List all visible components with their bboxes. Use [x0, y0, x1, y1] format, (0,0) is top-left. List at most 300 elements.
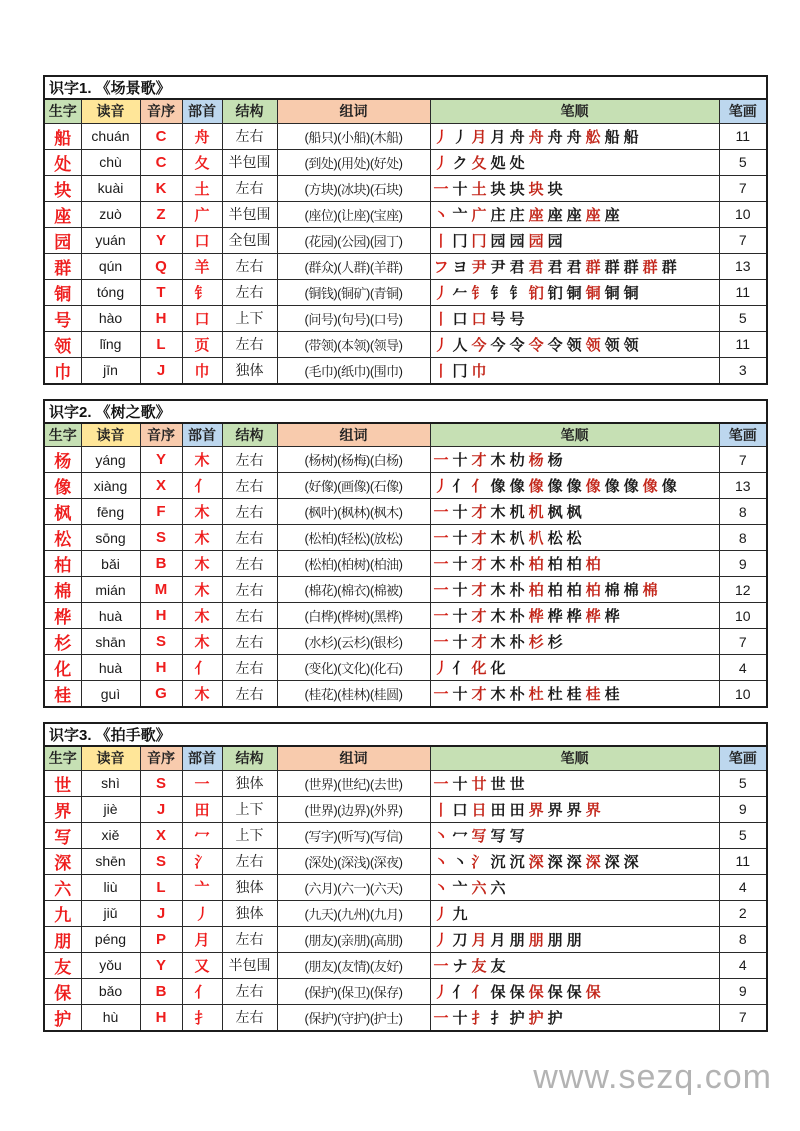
char-cell: 九 — [44, 900, 81, 926]
literacy-table-2 — [43, 399, 768, 709]
stroke-step: 丿 — [433, 478, 449, 495]
stroke-step: 号 — [490, 310, 506, 328]
initial-cell: H — [140, 305, 182, 331]
stroke-step: 丿 — [433, 284, 449, 302]
stroke-step: 棉 — [604, 582, 620, 599]
stroke-step: 冂 — [452, 232, 468, 250]
stroke-step: 朳 — [509, 530, 525, 547]
stroke-step: 才 — [471, 452, 487, 469]
pinyin-cell: mián — [81, 577, 140, 603]
stroke-step: 刀 — [452, 931, 468, 949]
stroke-step: 朳 — [528, 530, 544, 547]
words-cell: (枫叶)(枫林)(枫木) — [277, 499, 430, 525]
structure-cell: 独体 — [222, 900, 277, 926]
stroke-step: 群 — [642, 258, 658, 276]
structure-cell: 左右 — [222, 1004, 277, 1031]
stroke-step: 丿 — [433, 660, 449, 677]
col-header-char: 生字 — [44, 746, 81, 770]
stroke-step: 才 — [471, 530, 487, 547]
pinyin-cell: jiǔ — [81, 900, 140, 926]
words-cell: (到处)(用处)(好处) — [277, 149, 430, 175]
strokes-cell — [430, 978, 719, 1004]
strokes-cell — [430, 822, 719, 848]
structure-cell: 左右 — [222, 279, 277, 305]
initial-cell: X — [140, 822, 182, 848]
radical-cell: 木 — [182, 499, 222, 525]
radical-cell: 土 — [182, 175, 222, 201]
col-header-words: 组词 — [277, 99, 430, 123]
stroke-step: 土 — [471, 180, 487, 198]
structure-cell: 左右 — [222, 331, 277, 357]
stroke-step: 冂 — [452, 362, 468, 380]
words-cell: (白桦)(桦树)(黑桦) — [277, 603, 430, 629]
radical-cell: 木 — [182, 577, 222, 603]
stroke-step: 杉 — [547, 634, 563, 651]
table-row — [44, 305, 767, 331]
structure-cell: 左右 — [222, 926, 277, 952]
radical-cell: 木 — [182, 525, 222, 551]
stroke-step: 领 — [566, 336, 582, 354]
stroke-step: 桂 — [585, 686, 601, 703]
stroke-step: 君 — [528, 258, 544, 276]
col-header-radical: 部首 — [182, 746, 222, 770]
radical-cell: 巾 — [182, 357, 222, 384]
stroke-step: 块 — [509, 180, 525, 198]
stroke-step: 亻 — [452, 660, 468, 677]
radical-cell: 口 — [182, 305, 222, 331]
stroke-step: 一 — [433, 775, 449, 793]
stroke-step: 沉 — [509, 853, 525, 871]
stroke-step: 领 — [604, 336, 620, 354]
stroke-step: 写 — [509, 827, 525, 845]
radical-cell: 冖 — [182, 822, 222, 848]
col-header-radical: 部首 — [182, 99, 222, 123]
stroke-step: 群 — [604, 258, 620, 276]
radical-cell: 木 — [182, 551, 222, 577]
words-cell: (棉花)(棉衣)(棉被) — [277, 577, 430, 603]
pinyin-cell: hù — [81, 1004, 140, 1031]
table-row — [44, 796, 767, 822]
stroke-step: 护 — [528, 1009, 544, 1027]
stroke-step: 桦 — [604, 608, 620, 625]
stroke-step: 冂 — [471, 232, 487, 250]
table-row — [44, 123, 767, 149]
structure-cell: 上下 — [222, 305, 277, 331]
col-header-char: 生字 — [44, 423, 81, 447]
strokes-cell — [430, 499, 719, 525]
initial-cell: Q — [140, 253, 182, 279]
stroke-step: 月 — [471, 931, 487, 949]
stroke-step: 丿 — [433, 983, 449, 1001]
count-cell: 8 — [719, 525, 767, 551]
structure-cell: 左右 — [222, 447, 277, 473]
stroke-step: 块 — [490, 180, 506, 198]
strokes-cell — [430, 525, 719, 551]
stroke-step: 铜 — [623, 284, 639, 302]
col-header-strokes: 笔顺 — [430, 99, 719, 123]
count-cell: 3 — [719, 357, 767, 384]
stroke-step: 君 — [566, 258, 582, 276]
radical-cell: 亻 — [182, 473, 222, 499]
stroke-step: 像 — [642, 478, 658, 495]
stroke-step: 柏 — [528, 582, 544, 599]
radical-cell: 口 — [182, 227, 222, 253]
col-header-pinyin: 读音 — [81, 746, 140, 770]
char-cell: 船 — [44, 123, 81, 149]
stroke-step: 深 — [623, 853, 639, 871]
initial-cell: J — [140, 796, 182, 822]
table-row — [44, 770, 767, 796]
words-cell: (带领)(本领)(领导) — [277, 331, 430, 357]
initial-cell: X — [140, 473, 182, 499]
stroke-step: 令 — [547, 336, 563, 354]
stroke-step: 一 — [433, 504, 449, 521]
words-cell: (朋友)(亲朋)(高朋) — [277, 926, 430, 952]
radical-cell: 丿 — [182, 900, 222, 926]
stroke-step: 界 — [528, 801, 544, 819]
literacy-table-1 — [43, 75, 768, 385]
stroke-step: 保 — [566, 983, 582, 1001]
stroke-step: 庄 — [490, 206, 506, 224]
stroke-step: 化 — [490, 660, 506, 677]
structure-cell: 左右 — [222, 175, 277, 201]
stroke-step: 朴 — [509, 556, 525, 573]
col-header-structure: 结构 — [222, 99, 277, 123]
stroke-step: 十 — [452, 686, 468, 703]
table-title-row — [44, 723, 767, 746]
radical-cell: 扌 — [182, 1004, 222, 1031]
stroke-step: 丿 — [452, 128, 468, 146]
pinyin-cell: yáng — [81, 447, 140, 473]
radical-cell: 木 — [182, 447, 222, 473]
table-row — [44, 551, 767, 577]
initial-cell: B — [140, 978, 182, 1004]
initial-cell: K — [140, 175, 182, 201]
radical-cell: 亻 — [182, 655, 222, 681]
count-cell: 8 — [719, 499, 767, 525]
stroke-step: 深 — [566, 853, 582, 871]
stroke-step: 令 — [528, 336, 544, 354]
stroke-step: 亻 — [471, 478, 487, 495]
stroke-step: 枫 — [566, 504, 582, 521]
stroke-step: 田 — [490, 801, 506, 819]
initial-cell: J — [140, 357, 182, 384]
structure-cell: 左右 — [222, 473, 277, 499]
strokes-cell — [430, 952, 719, 978]
stroke-step: 六 — [471, 879, 487, 897]
pinyin-cell: bǎo — [81, 978, 140, 1004]
strokes-cell — [430, 874, 719, 900]
strokes-cell — [430, 305, 719, 331]
pinyin-cell: jīn — [81, 357, 140, 384]
col-header-count: 笔画 — [719, 99, 767, 123]
count-cell: 4 — [719, 655, 767, 681]
col-header-structure: 结构 — [222, 746, 277, 770]
stroke-step: 柏 — [547, 582, 563, 599]
char-cell: 桂 — [44, 681, 81, 708]
stroke-step: 桂 — [566, 686, 582, 703]
char-cell: 松 — [44, 525, 81, 551]
stroke-step: 十 — [452, 452, 468, 469]
stroke-step: 田 — [509, 801, 525, 819]
stroke-step: 十 — [452, 180, 468, 198]
table-row — [44, 926, 767, 952]
stroke-step: 丶 — [452, 853, 468, 871]
stroke-step: 扌 — [490, 1009, 506, 1027]
stroke-step: 朋 — [566, 931, 582, 949]
words-cell: (群众)(人群)(羊群) — [277, 253, 430, 279]
structure-cell: 左右 — [222, 525, 277, 551]
initial-cell: M — [140, 577, 182, 603]
stroke-step: 钅 — [471, 284, 487, 302]
stroke-step: 保 — [490, 983, 506, 1001]
radical-cell: 木 — [182, 681, 222, 708]
pinyin-cell: tóng — [81, 279, 140, 305]
radical-cell: 亻 — [182, 978, 222, 1004]
stroke-step: 丿 — [433, 128, 449, 146]
stroke-step: 钔 — [528, 284, 544, 302]
radical-cell: 月 — [182, 926, 222, 952]
stroke-step: 一 — [433, 530, 449, 547]
words-cell: (保护)(守护)(护士) — [277, 1004, 430, 1031]
table-row — [44, 681, 767, 708]
table-row — [44, 603, 767, 629]
char-cell: 像 — [44, 473, 81, 499]
strokes-cell — [430, 926, 719, 952]
strokes-cell — [430, 796, 719, 822]
pinyin-cell: xiě — [81, 822, 140, 848]
stroke-step: 人 — [452, 336, 468, 354]
stroke-step: 松 — [566, 530, 582, 547]
stroke-step: 护 — [547, 1009, 563, 1027]
words-cell: (松柏)(轻松)(放松) — [277, 525, 430, 551]
words-cell: (水杉)(云杉)(银杉) — [277, 629, 430, 655]
stroke-step: 写 — [471, 827, 487, 845]
initial-cell: S — [140, 629, 182, 655]
char-cell: 六 — [44, 874, 81, 900]
words-cell: (杨树)(杨梅)(白杨) — [277, 447, 430, 473]
stroke-step: 杜 — [528, 686, 544, 703]
stroke-step: 号 — [509, 310, 525, 328]
strokes-cell — [430, 577, 719, 603]
table-row — [44, 175, 767, 201]
pinyin-cell: chù — [81, 149, 140, 175]
pinyin-cell: shān — [81, 629, 140, 655]
stroke-step: 像 — [509, 478, 525, 495]
stroke-step: 保 — [509, 983, 525, 1001]
strokes-cell — [430, 357, 719, 384]
radical-cell: 亠 — [182, 874, 222, 900]
table-row — [44, 525, 767, 551]
stroke-step: 亻 — [471, 983, 487, 1001]
count-cell: 5 — [719, 305, 767, 331]
strokes-cell — [430, 473, 719, 499]
radical-cell: 舟 — [182, 123, 222, 149]
stroke-step: 氵 — [471, 853, 487, 871]
stroke-step: 深 — [604, 853, 620, 871]
char-cell: 界 — [44, 796, 81, 822]
stroke-step: 船 — [604, 128, 620, 146]
stroke-step: 块 — [528, 180, 544, 198]
char-cell: 柏 — [44, 551, 81, 577]
count-cell: 2 — [719, 900, 767, 926]
strokes-cell — [430, 279, 719, 305]
stroke-step: 保 — [547, 983, 563, 1001]
words-cell: (桂花)(桂林)(桂圆) — [277, 681, 430, 708]
structure-cell: 左右 — [222, 848, 277, 874]
stroke-step: 一 — [433, 582, 449, 599]
structure-cell: 半包围 — [222, 201, 277, 227]
structure-cell: 独体 — [222, 770, 277, 796]
stroke-step: 界 — [566, 801, 582, 819]
col-header-count: 笔画 — [719, 423, 767, 447]
stroke-step: 木 — [490, 504, 506, 521]
stroke-step: 丿 — [433, 154, 449, 172]
table-row — [44, 227, 767, 253]
initial-cell: H — [140, 655, 182, 681]
stroke-step: 朋 — [528, 931, 544, 949]
stroke-step: 舟 — [528, 128, 544, 146]
char-cell: 群 — [44, 253, 81, 279]
stroke-step: 一 — [433, 1009, 449, 1027]
stroke-step: 処 — [490, 154, 506, 172]
stroke-step: フ — [433, 258, 449, 276]
stroke-step: 柏 — [528, 556, 544, 573]
table-title: 识字1. 《场景歌》 — [44, 76, 767, 99]
stroke-step: 一 — [433, 686, 449, 703]
initial-cell: J — [140, 900, 182, 926]
table-title: 识字3. 《拍手歌》 — [44, 723, 767, 746]
stroke-step: 木 — [490, 634, 506, 651]
strokes-cell — [430, 848, 719, 874]
structure-cell: 左右 — [222, 978, 277, 1004]
col-header-initial: 音序 — [140, 423, 182, 447]
stroke-step: 友 — [471, 957, 487, 975]
pinyin-cell: sōng — [81, 525, 140, 551]
stroke-step: 木 — [490, 582, 506, 599]
stroke-step: 丶 — [433, 853, 449, 871]
stroke-step: 像 — [547, 478, 563, 495]
stroke-step: 舩 — [585, 128, 601, 146]
stroke-step: 九 — [452, 905, 468, 923]
radical-cell: 木 — [182, 629, 222, 655]
char-cell: 枫 — [44, 499, 81, 525]
count-cell: 4 — [719, 952, 767, 978]
stroke-step: 君 — [509, 258, 525, 276]
count-cell: 5 — [719, 822, 767, 848]
col-header-structure: 结构 — [222, 423, 277, 447]
strokes-cell — [430, 655, 719, 681]
count-cell: 11 — [719, 123, 767, 149]
initial-cell: B — [140, 551, 182, 577]
strokes-cell — [430, 447, 719, 473]
stroke-step: 松 — [547, 530, 563, 547]
table-title-row — [44, 400, 767, 423]
pinyin-cell: huà — [81, 655, 140, 681]
stroke-step: 钅 — [509, 284, 525, 302]
pinyin-cell: liù — [81, 874, 140, 900]
stroke-step: 才 — [471, 556, 487, 573]
count-cell: 10 — [719, 201, 767, 227]
table-row — [44, 874, 767, 900]
structure-cell: 左右 — [222, 603, 277, 629]
char-cell: 保 — [44, 978, 81, 1004]
initial-cell: Y — [140, 952, 182, 978]
pinyin-cell: bǎi — [81, 551, 140, 577]
stroke-step: 木 — [490, 608, 506, 625]
stroke-step: 丿 — [433, 905, 449, 923]
char-cell: 巾 — [44, 357, 81, 384]
stroke-step: 写 — [490, 827, 506, 845]
stroke-step: 丶 — [433, 827, 449, 845]
pinyin-cell: shēn — [81, 848, 140, 874]
table-row — [44, 978, 767, 1004]
stroke-step: 棉 — [642, 582, 658, 599]
stroke-step: 才 — [471, 504, 487, 521]
stroke-step: 亠 — [452, 879, 468, 897]
stroke-step: 扌 — [471, 1009, 487, 1027]
words-cell: (花园)(公园)(园丁) — [277, 227, 430, 253]
structure-cell: 左右 — [222, 253, 277, 279]
stroke-step: 座 — [528, 206, 544, 224]
stroke-step: 钔 — [547, 284, 563, 302]
stroke-step: 丶 — [433, 879, 449, 897]
stroke-step: 群 — [623, 258, 639, 276]
table-header-row — [44, 746, 767, 770]
count-cell: 11 — [719, 279, 767, 305]
stroke-step: 才 — [471, 634, 487, 651]
stroke-step: 丨 — [433, 310, 449, 328]
initial-cell: L — [140, 874, 182, 900]
stroke-step: 朴 — [509, 608, 525, 625]
stroke-step: 才 — [471, 582, 487, 599]
pinyin-cell: yuán — [81, 227, 140, 253]
stroke-step: 园 — [490, 232, 506, 250]
initial-cell: T — [140, 279, 182, 305]
stroke-step: 木 — [490, 530, 506, 547]
stroke-step: 朴 — [509, 686, 525, 703]
stroke-step: 园 — [509, 232, 525, 250]
col-header-count: 笔画 — [719, 746, 767, 770]
initial-cell: H — [140, 603, 182, 629]
count-cell: 12 — [719, 577, 767, 603]
stroke-step: ヨ — [452, 258, 468, 276]
stroke-step: 木 — [490, 452, 506, 469]
stroke-step: 朋 — [547, 931, 563, 949]
structure-cell: 左右 — [222, 123, 277, 149]
stroke-step: 夂 — [471, 154, 487, 172]
words-cell: (好像)(画像)(石像) — [277, 473, 430, 499]
stroke-step: 月 — [471, 128, 487, 146]
stroke-step: 深 — [528, 853, 544, 871]
structure-cell: 独体 — [222, 874, 277, 900]
stroke-step: 一 — [433, 634, 449, 651]
words-cell: (写字)(听写)(写信) — [277, 822, 430, 848]
count-cell: 9 — [719, 978, 767, 1004]
stroke-step: 一 — [433, 180, 449, 198]
strokes-cell — [430, 770, 719, 796]
stroke-step: 钅 — [490, 284, 506, 302]
stroke-step: 护 — [509, 1009, 525, 1027]
initial-cell: G — [140, 681, 182, 708]
stroke-step: 铜 — [604, 284, 620, 302]
stroke-step: 朴 — [509, 634, 525, 651]
stroke-step: 铜 — [566, 284, 582, 302]
stroke-step: 深 — [547, 853, 563, 871]
structure-cell: 左右 — [222, 577, 277, 603]
stroke-step: 十 — [452, 608, 468, 625]
stroke-step: 舟 — [566, 128, 582, 146]
